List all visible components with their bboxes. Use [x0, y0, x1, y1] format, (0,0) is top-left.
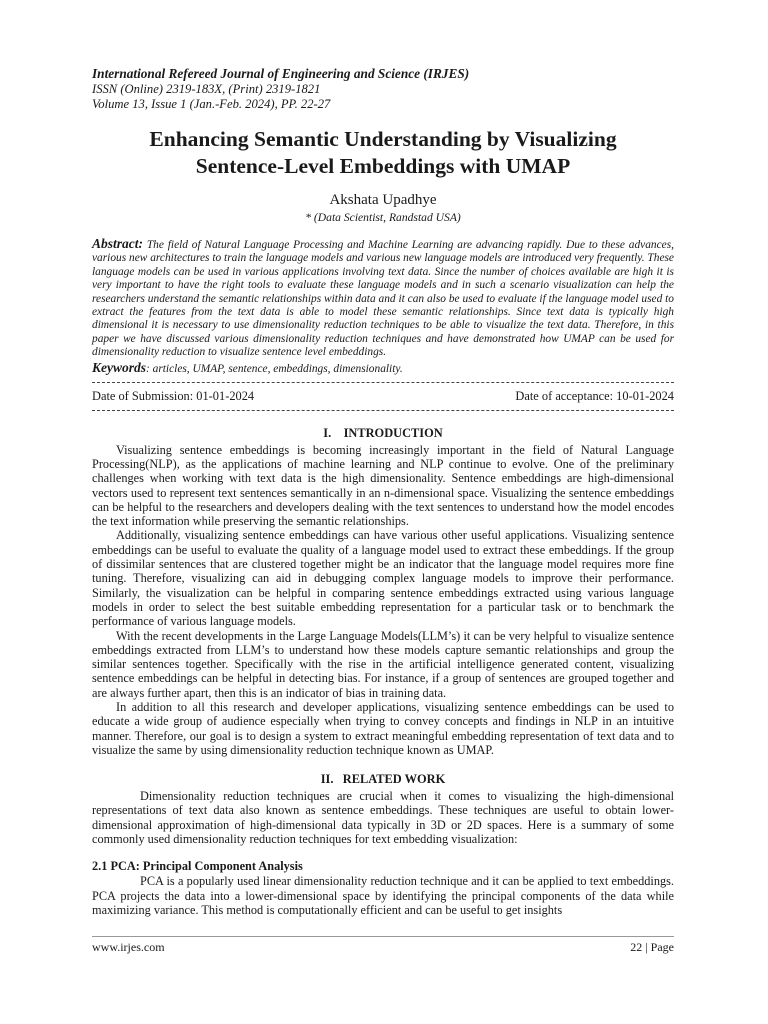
section-heading-introduction: I. INTRODUCTION — [323, 425, 443, 440]
abstract-text: The field of Natural Language Processing and Machine Learning are advancing rapidly. Due to these advances, various new architectures to train the language models and various new language models are introduced very frequently. These language models can be used in various applications involving text data. Since the number of choices available are high it is very important to have the right tools to evaluate these language models and in such a scenario visualization can help the researchers understand the semantic relationships within data and it can also be used to evaluate if the language model used to extract the features from the text data is able to model these semantic relationships. Since text data is typically high dimensional it is necessary to use dimensionality reduction techniques to be able to visualize the text data. Therefore, in this paper we have discussed various dimensionality reduction techniques and have demonstrated how UMAP can be used for dimensionality reduction to visualize sentence level embeddings. — [92, 239, 674, 359]
dashed-divider-top — [92, 382, 674, 383]
keywords — [92, 361, 674, 376]
intro-paragraph-3: With the recent developments in the Large Language Models(LLM’s) it can be very helpful to visualize sentence embeddings extracted from LLM’s to understand how these models capture semantic relationships and group the similar sentences together. Specifically with the rise in the artificial intelligence generated content, visualizing sentence embeddings can be helpful in detecting bias. For instance, if a group of sentences are grouped together and are always further apart, then this is an indicator of bias in training data. — [92, 628, 674, 700]
page-content — [92, 66, 674, 917]
dates-row — [92, 389, 674, 404]
journal-name: International Refereed Journal of Engineering and Science (IRJES) — [92, 66, 470, 81]
section-heading-related-work: II. RELATED WORK — [320, 772, 446, 787]
journal-issn: ISSN (Online) 2319-183X, (Print) 2319-1821 — [92, 82, 321, 96]
dashed-divider-bottom — [92, 410, 674, 411]
paper-title — [92, 126, 674, 180]
journal-volume: Volume 13, Issue 1 (Jan.-Feb. 2024), PP. 22-27 — [92, 97, 331, 111]
intro-paragraph-1: Visualizing sentence embeddings is becoming increasingly important in the field of Natural Language Processing(NLP), as the applications of machine learning and NLP continue to evolve. One of the preliminary challenges when working with text data is the high dimensionality. Sentence embeddings are high-dimensional vectors used to represent text sentences semantically in an n-dimensional space. Visualizing the sentence embeddings can be helpful to the researchers and developers dealing with the text sentences to understand how the model encodes the text information while preserving the semantic relationships. — [92, 442, 674, 529]
footer-website: www.irjes.com — [92, 940, 165, 954]
subsection-heading-pca: 2.1 PCA: Principal Component Analysis — [92, 859, 303, 874]
keywords-label: Keywords — [92, 359, 146, 375]
abstract-label: Abstract: — [92, 236, 144, 251]
paper-title-line-2: Sentence-Level Embeddings with UMAP — [195, 154, 571, 178]
intro-paragraph-4: In addition to all this research and developer applications, visualizing sentence embeddings can be used to educate a wide group of audience especially when trying to convey concepts and findings in NLP in an intuitive manner. Therefore, our goal is to design a system to extract meaningful embedding representation of text data and to visualize the same by using dimensionality reduction technique known as UMAP. — [92, 700, 674, 757]
page-footer — [92, 940, 674, 954]
abstract — [92, 237, 674, 360]
acceptance-date: Date of acceptance: 10-01-2024 — [515, 388, 674, 403]
footer-page-number: 22 | Page — [630, 940, 674, 954]
pca-paragraph-1: PCA is a popularly used linear dimensionality reduction technique and it can be applied to text embeddings. PCA projects the data into a lower-dimensional space by identifying the principal components of the data while maximizing variance. This method is computationally efficient and can be useful to get insights — [92, 874, 674, 917]
related-paragraph-1: Dimensionality reduction techniques are crucial when it comes to visualizing the high-dimensional representations of text data also known as sentence embeddings. These techniques are useful to obtain lower-dimensional approximation of high-dimensional data typically in 3D or 2D spaces. Here is a summary of some commonly used dimensionality reduction techniques for text embedding visualization: — [92, 789, 674, 847]
intro-paragraph-2: Additionally, visualizing sentence embeddings can have various other useful applications. Visualizing sentence embeddings can be useful to evaluate the quality of a language model used to extract these embeddings. If the group of dissimilar sentences that are clustered together might be an indicator that the language model requires more fine tuning. Therefore, visualizing can aid in debugging complex language models to improve their performance. Similarly, the visualization can be helpful in comparing sentence embeddings extracted using various language models in order to select the best suitable embedding representation for a particular task or to benchmark the performance of various language models. — [92, 528, 674, 629]
paper-title-line-1: Enhancing Semantic Understanding by Visualizing — [149, 127, 617, 151]
keywords-text: : articles, UMAP, sentence, embeddings, dimensionality. — [146, 362, 403, 375]
author-name: Akshata Upadhye — [329, 192, 437, 208]
author-affiliation: * (Data Scientist, Randstad USA) — [305, 211, 461, 224]
submission-date: Date of Submission: 01-01-2024 — [92, 388, 255, 403]
footer-divider — [92, 936, 674, 937]
